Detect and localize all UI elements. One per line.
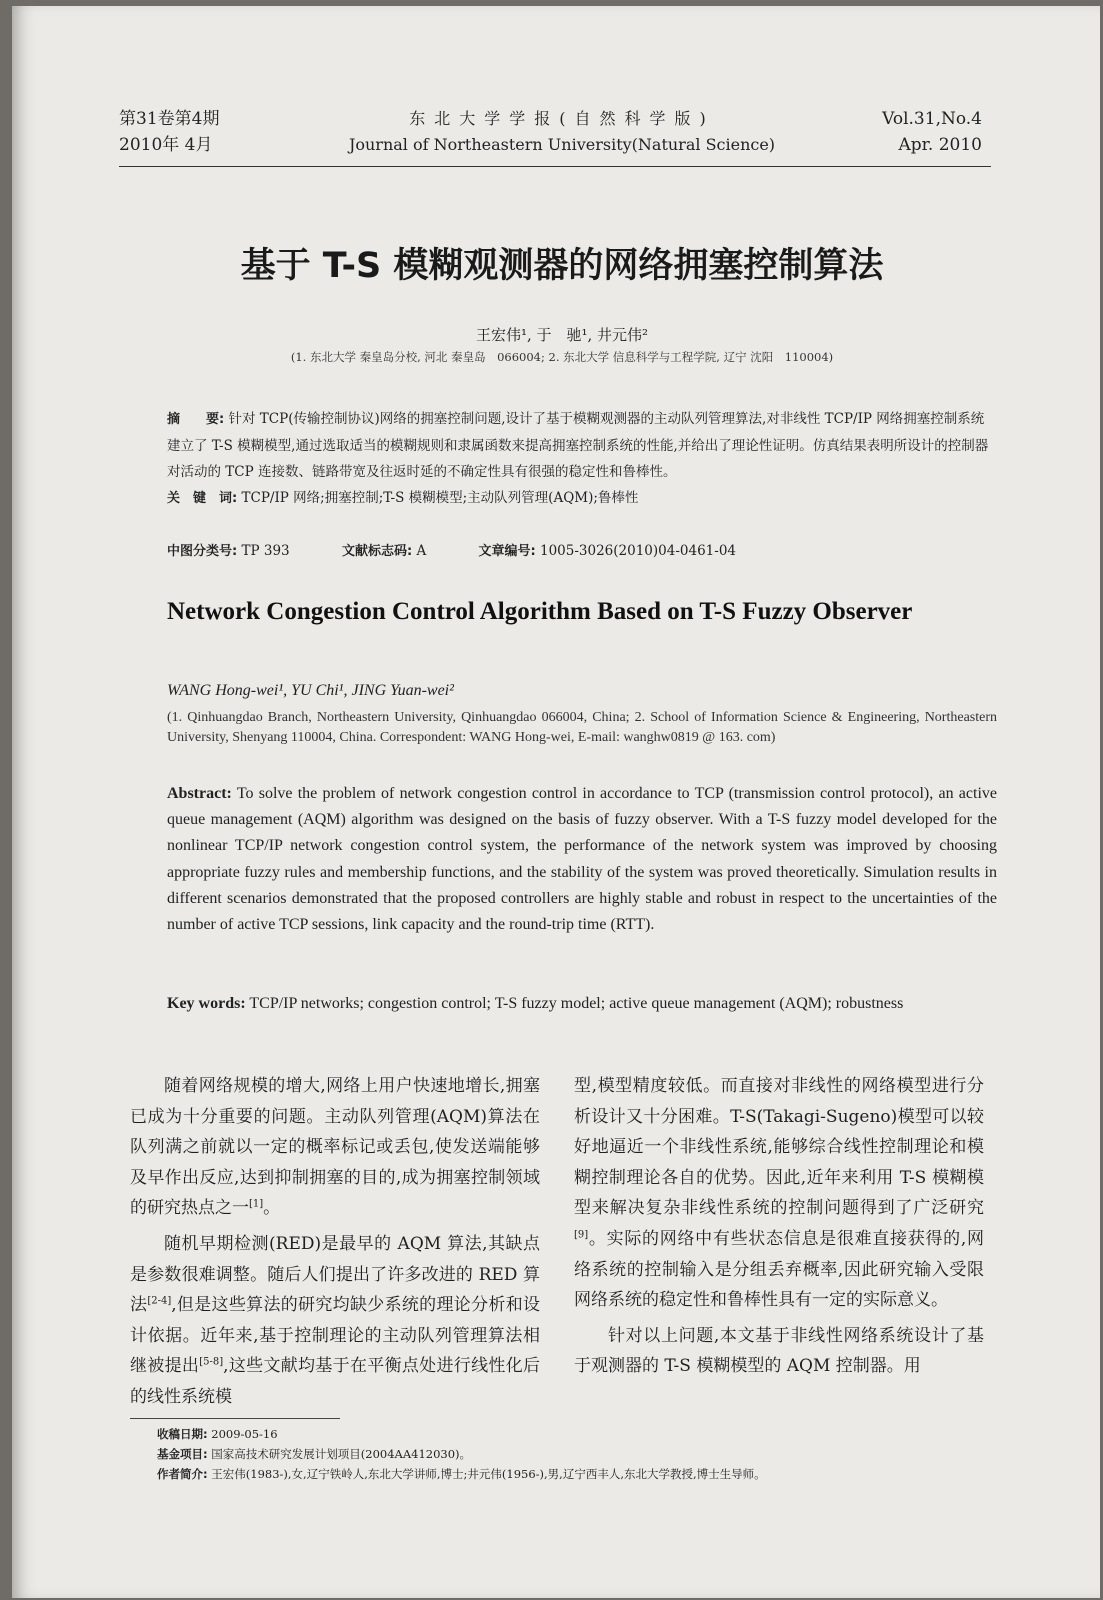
body-column-left <box>130 1071 540 1418</box>
footnote-received <box>157 1424 1007 1444</box>
article-number <box>479 543 737 559</box>
affiliation-cn: (1. 东北大学 秦皇岛分校, 河北 秦皇岛 066004; 2. 东北大学 信息科学与工程学院, 辽宁 沈阳 110004) <box>290 350 834 364</box>
paper-title-cn: 基于 T-S 模糊观测器的网络拥塞控制算法 <box>240 246 884 286</box>
received-label: 收稿日期: <box>157 1427 208 1441</box>
body-paragraph <box>130 1229 540 1413</box>
footnote-divider <box>130 1418 340 1419</box>
article-label: 文章编号: <box>478 544 536 559</box>
abstract-en-text: To solve the problem of network congestion control in accordance to TCP (transmission control protocol), an active queue management (AQM) algorithm was designed on the basis of fuzzy observer. With a T-S fuzzy model developed for the nonlinear TCP/IP network congestion control system, the performance of the network system was improved by choosing appropriate fuzzy rules and membership functions, and the stability of the system was proved theoretically. Simulation results in different scenarios demonstrated that the proposed controllers are highly stable and robust in respect to the uncertainties of the number of active TCP sessions, link capacity and the round-trip time (RTT). <box>167 785 998 934</box>
clc-code <box>167 543 294 559</box>
fund-value: 国家高技术研究发展计划项目(2004AA412030)。 <box>211 1447 472 1461</box>
journal-name-cn: 东北大学学报(自然科学版) <box>409 109 715 128</box>
header-vol-en <box>882 106 982 158</box>
author-label: 作者简介: <box>157 1467 208 1481</box>
keywords-en-label: Key words: <box>167 995 246 1012</box>
clc-label: 中图分类号: <box>167 544 238 559</box>
footnote-author <box>157 1464 1007 1484</box>
authors-en: WANG Hong-wei¹, YU Chi¹, JING Yuan-wei² <box>167 682 454 699</box>
doc-code <box>342 543 431 559</box>
paper-title-en: Network Congestion Control Algorithm Based on T-S Fuzzy Observer <box>167 598 913 625</box>
footnote-fund <box>157 1444 1007 1464</box>
authors-cn: 王宏伟¹, 于 驰¹, 井元伟² <box>475 326 649 344</box>
affiliation-en: (1. Qinhuangdao Branch, Northeastern University, Qinhuangdao 066004, China; 2. School of Information Science & Engineering, Northeastern University, Shenyang 110004, China. Correspondent: WANG Hong-wei, E-mail: wanghw0819 @ 163. com) <box>167 710 997 745</box>
doc-value: A <box>416 543 427 559</box>
body-text: 。 <box>263 1198 281 1219</box>
header-vol-no: Vol.31,No.4 <box>882 109 982 129</box>
body-paragraph: 针对以上问题,本文基于非线性网络系统设计了基于观测器的 T-S 模糊模型的 AQM 控制器。用 <box>574 1325 984 1377</box>
article-value: 1005-3026(2010)04-0461-04 <box>540 543 737 559</box>
received-value: 2009-05-16 <box>211 1427 278 1441</box>
header-journal-name <box>312 106 812 158</box>
header-month-year: Apr. 2010 <box>898 135 982 155</box>
abstract-cn-paragraph <box>167 406 997 485</box>
author-value: 王宏伟(1983-),女,辽宁铁岭人,东北大学讲师,博士;井元伟(1956-),男,辽宁西丰人,东北大学教授,博士生导师。 <box>211 1467 766 1481</box>
abstract-en <box>167 781 997 938</box>
header-volume: 第31卷第4期 <box>119 109 220 129</box>
abstract-en-label: Abstract: <box>167 785 232 802</box>
abstract-cn-label: 摘 要: <box>167 412 225 427</box>
citation-ref: [2-4] <box>147 1295 172 1307</box>
body-column-right <box>574 1071 984 1387</box>
journal-page <box>12 6 1100 1598</box>
body-text: 随机早期检测(RED)是最早的 AQM 算法,其缺点是参数很难调整。随后人们提出了许多改进的 RED 算法 <box>130 1233 540 1316</box>
footnotes <box>157 1424 1007 1484</box>
doc-label: 文献标志码: <box>341 544 413 559</box>
citation-ref: [5-8] <box>199 1356 224 1368</box>
clc-value: TP 393 <box>241 543 290 559</box>
header-volume-issue <box>119 106 219 158</box>
body-text: 型,模型精度较低。而直接对非线性的网络模型进行分析设计又十分困难。T-S(Takagi-Sugeno)模型可以较好地逼近一个非线性系统,能够综合线性控制理论和模糊控制理论各自的优势。因此,近年来利用 T-S 模糊模型来解决复杂非线性系统的控制问题得到了广泛研究 <box>574 1076 984 1219</box>
abstract-cn <box>167 406 997 512</box>
keywords-en <box>167 991 997 1017</box>
fund-label: 基金项目: <box>157 1447 208 1461</box>
body-paragraph <box>130 1071 540 1224</box>
keywords-cn <box>167 485 997 512</box>
header-date: 2010年 4月 <box>119 135 213 155</box>
body-text: 。实际的网络中有些状态信息是很难直接获得的,网络系统的控制输入是分组丢弃概率,因此研究输入受限网络系统的稳定性和鲁棒性具有一定的实际意义。 <box>574 1228 984 1311</box>
body-text: 随着网络规模的增大,网络上用户快速地增长,拥塞已成为十分重要的问题。主动队列管理(AQM)算法在队列满之前就以一定的概率标记或丢包,使发送端能够及早作出反应,达到抑制拥塞的目的,成为拥塞控制领域的研究热点之一 <box>130 1076 540 1219</box>
keywords-en-text: TCP/IP networks; congestion control; T-S fuzzy model; active queue management (AQM); robustness <box>249 995 904 1012</box>
classification-row <box>167 538 997 565</box>
body-text: ,这些文献均基于在平衡点处进行线性化后的线性系统模 <box>130 1356 540 1407</box>
keywords-cn-label: 关 键 词: <box>167 491 238 506</box>
keywords-cn-text: TCP/IP 网络;拥塞控制;T-S 模糊模型;主动队列管理(AQM);鲁棒性 <box>241 490 639 506</box>
citation-ref: [9] <box>574 1229 589 1241</box>
journal-name-en: Journal of Northeastern University(Natural Science) <box>348 135 776 154</box>
body-text: ,但是这些算法的研究均缺少系统的理论分析和设计依据。近年来,基于控制理论的主动队列管理算法相继被提出 <box>130 1295 541 1377</box>
citation-ref: [1] <box>249 1198 264 1210</box>
body-paragraph <box>574 1071 984 1316</box>
header-divider <box>119 166 991 167</box>
abstract-cn-text: 针对 TCP(传输控制协议)网络的拥塞控制问题,设计了基于模糊观测器的主动队列管理算法,对非线性 TCP/IP 网络拥塞控制系统建立了 T-S 模糊模型,通过选取适当的模糊规则和隶属函数来提高拥塞控制系统的性能,并给出了理论性证明。仿真结果表明所设计的控制器对活动的 TCP 连接数、链路带宽及往返时延的不确定性具有很强的稳定性和鲁棒性。 <box>167 411 989 480</box>
